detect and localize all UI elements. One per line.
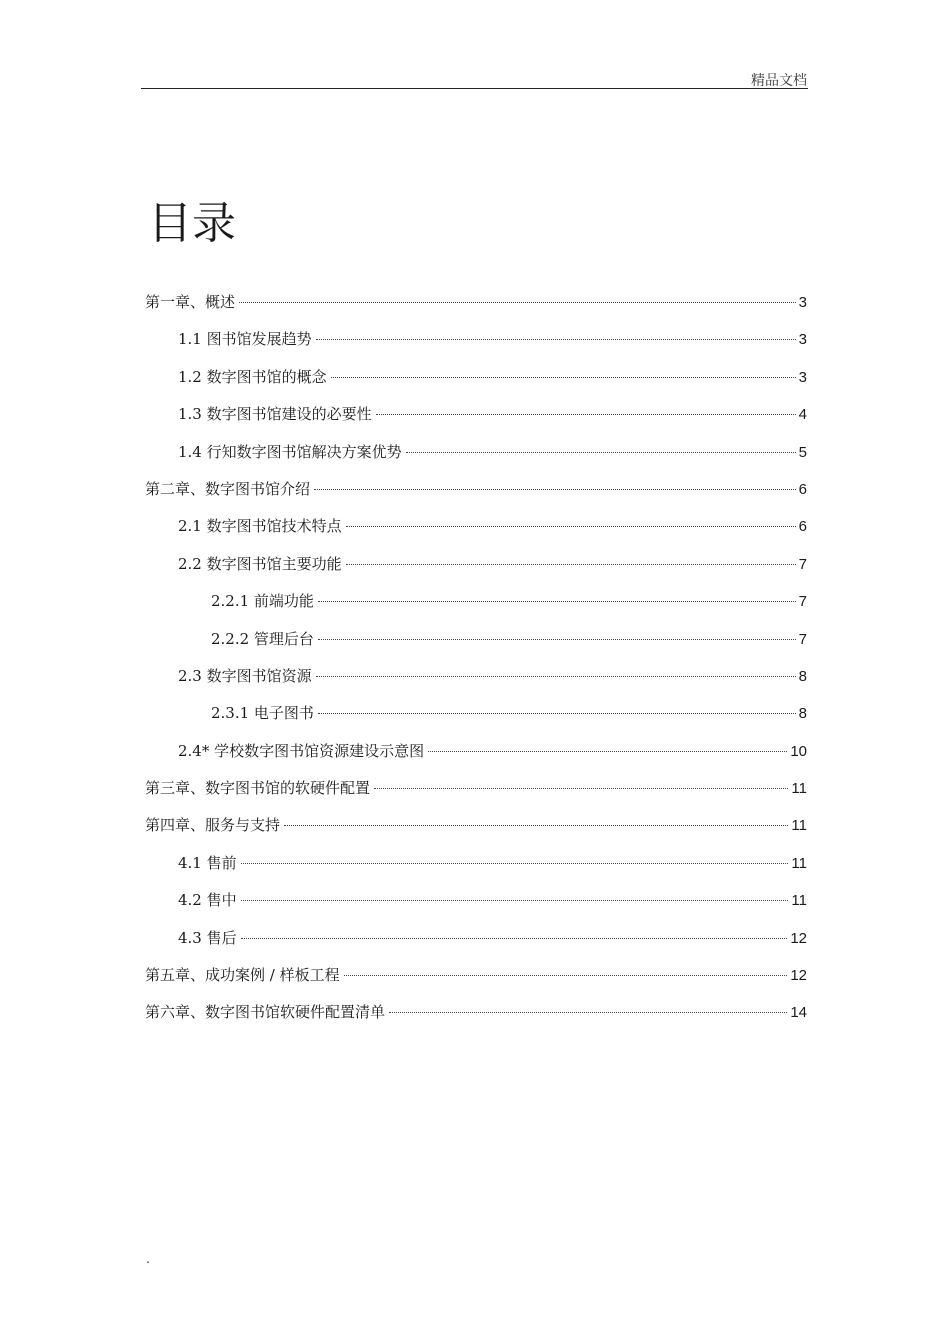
toc-entry[interactable] xyxy=(145,514,807,551)
toc-entry-title: 2.1 数字图书馆技术特点 xyxy=(178,517,342,536)
toc-dot-leader xyxy=(241,900,789,901)
toc-entry[interactable] xyxy=(145,327,807,364)
toc-dot-leader xyxy=(239,302,796,303)
toc-entry-page-number: 8 xyxy=(798,705,807,723)
toc-entry-title: 1.1 图书馆发展趋势 xyxy=(178,330,312,349)
toc-entry-title: 4.2 售中 xyxy=(178,891,237,910)
toc-entry-page-number: 5 xyxy=(798,443,807,461)
toc-dot-leader xyxy=(284,825,788,826)
toc-entry-title: 2.3.1 电子图书 xyxy=(211,704,314,723)
toc-dot-leader xyxy=(389,1012,787,1013)
toc-entry-page-number: 7 xyxy=(798,593,807,611)
toc-entry[interactable] xyxy=(145,402,807,439)
toc-entry[interactable] xyxy=(145,627,807,664)
toc-entry[interactable] xyxy=(145,552,807,589)
toc-entry[interactable] xyxy=(145,851,807,888)
toc-entry-page-number: 8 xyxy=(798,667,807,685)
toc-entry-title: 4.1 售前 xyxy=(178,853,237,872)
toc-dot-leader xyxy=(374,788,788,789)
toc-entry-title: 2.2.1 前端功能 xyxy=(211,592,314,611)
toc-dot-leader xyxy=(346,564,796,565)
toc-entry[interactable] xyxy=(145,963,807,1000)
toc-entry-page-number: 3 xyxy=(798,368,807,386)
toc-entry-page-number: 3 xyxy=(798,331,807,349)
toc-entry[interactable] xyxy=(145,1000,807,1037)
toc-entry-page-number: 6 xyxy=(798,518,807,536)
toc-entry-page-number: 7 xyxy=(798,630,807,648)
toc-dot-leader xyxy=(376,414,796,415)
toc-dot-leader xyxy=(318,713,796,714)
toc-entry-page-number: 11 xyxy=(791,892,807,910)
toc-entry-page-number: 6 xyxy=(798,480,807,498)
toc-dot-leader xyxy=(241,863,789,864)
toc-dot-leader xyxy=(428,751,787,752)
header-label: 精品文档 xyxy=(751,73,807,89)
toc-entry-title: 第一章、概述 xyxy=(145,293,236,311)
toc-list xyxy=(145,290,807,1038)
toc-entry-title: 第三章、数字图书馆的软硬件配置 xyxy=(145,779,371,798)
toc-entry-title: 2.3 数字图书馆资源 xyxy=(178,666,312,685)
toc-dot-leader xyxy=(316,676,796,677)
toc-dot-leader xyxy=(346,526,796,527)
toc-dot-leader xyxy=(344,975,788,976)
toc-entry-page-number: 14 xyxy=(790,1004,807,1022)
toc-entry[interactable] xyxy=(145,776,807,813)
toc-dot-leader xyxy=(314,489,796,490)
toc-entry-title: 2.4* 学校数字图书馆资源建设示意图 xyxy=(178,741,425,760)
toc-dot-leader xyxy=(318,601,796,602)
toc-entry[interactable] xyxy=(145,589,807,626)
toc-entry-page-number: 11 xyxy=(791,817,807,835)
toc-entry-title: 1.4 行知数字图书馆解决方案优势 xyxy=(178,442,402,461)
toc-entry[interactable] xyxy=(145,365,807,402)
toc-entry[interactable] xyxy=(145,926,807,963)
toc-entry-page-number: 4 xyxy=(798,406,807,424)
header-rule xyxy=(141,88,808,89)
toc-entry-page-number: 12 xyxy=(790,929,807,947)
toc-entry[interactable] xyxy=(145,477,807,514)
toc-entry-title: 第六章、数字图书馆软硬件配置清单 xyxy=(145,1003,386,1022)
toc-dot-leader xyxy=(316,339,796,340)
toc-entry-title: 2.2.2 管理后台 xyxy=(211,629,314,648)
footer-mark: . xyxy=(146,1250,150,1266)
toc-title: 目录 xyxy=(148,198,236,249)
toc-entry-page-number: 12 xyxy=(790,967,807,985)
toc-entry-title: 1.3 数字图书馆建设的必要性 xyxy=(178,405,372,424)
toc-entry[interactable] xyxy=(145,290,807,327)
toc-entry-title: 第四章、服务与支持 xyxy=(145,816,281,835)
toc-entry[interactable] xyxy=(145,664,807,701)
toc-entry-page-number: 11 xyxy=(791,854,807,872)
toc-dot-leader xyxy=(331,377,796,378)
toc-entry[interactable] xyxy=(145,813,807,850)
toc-entry[interactable] xyxy=(145,440,807,477)
toc-entry[interactable] xyxy=(145,739,807,776)
toc-entry-title: 第二章、数字图书馆介绍 xyxy=(145,479,311,498)
toc-entry-title: 第五章、成功案例 / 样板工程 xyxy=(145,966,340,985)
toc-entry-page-number: 3 xyxy=(798,294,807,311)
toc-entry-page-number: 11 xyxy=(791,780,807,798)
toc-entry-title: 4.3 售后 xyxy=(178,928,237,947)
toc-entry-title: 1.2 数字图书馆的概念 xyxy=(178,367,327,386)
toc-dot-leader xyxy=(241,938,788,939)
toc-entry[interactable] xyxy=(145,888,807,925)
toc-entry-title: 2.2 数字图书馆主要功能 xyxy=(178,554,342,573)
toc-entry-page-number: 7 xyxy=(798,555,807,573)
toc-entry[interactable] xyxy=(145,701,807,738)
toc-entry-page-number: 10 xyxy=(790,742,807,760)
toc-dot-leader xyxy=(318,639,796,640)
toc-dot-leader xyxy=(406,452,796,453)
